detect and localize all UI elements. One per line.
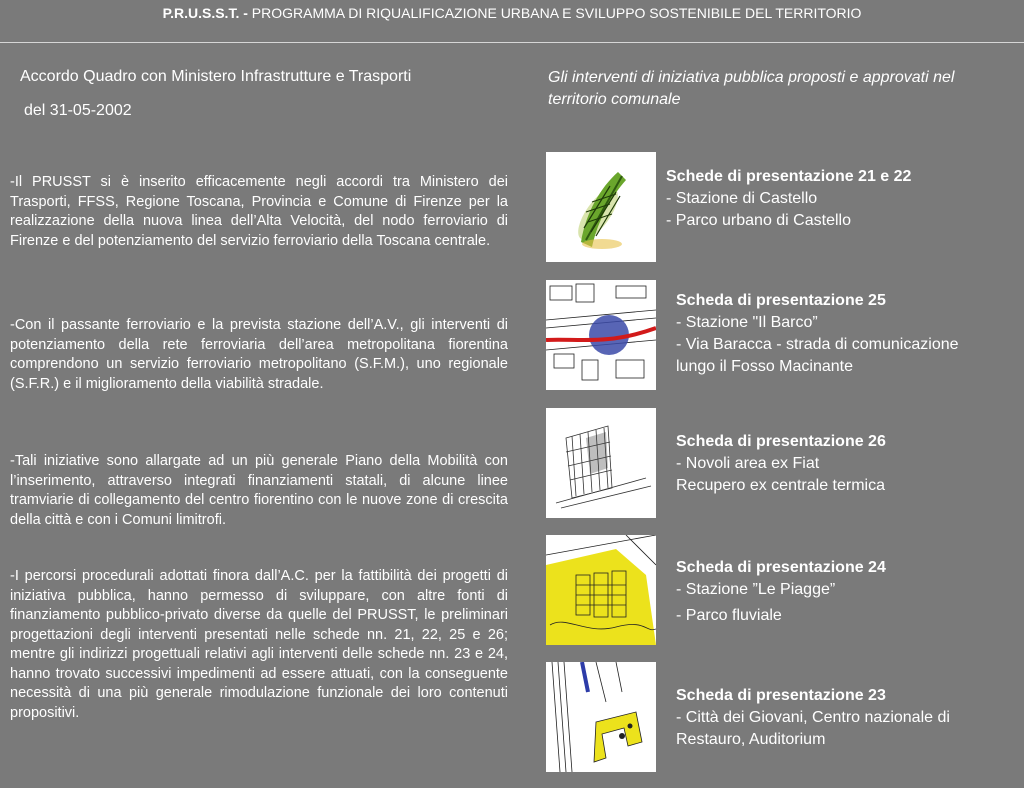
- card-line: - Stazione ”Le Piagge”: [676, 581, 836, 598]
- card-scheda-26: [676, 431, 886, 497]
- card-title: Scheda di presentazione 23: [676, 687, 886, 704]
- header-divider: [0, 42, 1024, 43]
- card-line: - Novoli area ex Fiat: [676, 455, 820, 472]
- card-line: - Stazione "Il Barco”: [676, 314, 818, 331]
- castello-rendering-image: [546, 152, 656, 262]
- card-title: Scheda di presentazione 24: [676, 559, 886, 576]
- card-title: Schede di presentazione 21 e 22: [666, 168, 912, 185]
- card-line: Restauro, Auditorium: [676, 731, 826, 748]
- card-line: - Stazione di Castello: [666, 190, 818, 207]
- interventions-heading: Gli interventi di iniziativa pubblica proposti e approvati nel territorio comunale: [548, 69, 955, 108]
- card-line: - Via Baracca - strada di comunicazione: [676, 336, 959, 353]
- card-line: - Parco urbano di Castello: [666, 212, 851, 229]
- paragraph-3: -Tali iniziative sono allargate ad un più generale Piano della Mobilità con l’inserimento, attraverso integrati finanziamenti statali, di alcune linee tramviarie di collegamento del centro fiorentino con le nuove zone di crescita della città e con i Comuni limitrofi.: [10, 453, 508, 528]
- card-scheda-25: [676, 290, 959, 378]
- il-barco-map-image: [546, 280, 656, 390]
- header-acronym: P.R.U.S.S.T. -: [162, 5, 248, 21]
- agreement-heading: Accordo Quadro con Ministero Infrastrutture e Trasporti: [20, 68, 412, 85]
- card-title: Scheda di presentazione 25: [676, 292, 886, 309]
- card-scheda-24: [676, 557, 886, 627]
- card-line: lungo il Fosso Macinante: [676, 358, 853, 375]
- card-scheda-23: [676, 685, 950, 751]
- agreement-date: del 31-05-2002: [24, 102, 132, 119]
- paragraph-4: -I percorsi procedurali adottati finora dall’A.C. per la fattibilità dei progetti di iniziativa pubblica, hanno permesso di sviluppare, con altre fonti di finanziamento pubblico-privato diverse da quelle del PRUSST, le preliminari progettazioni degli interventi presentati nelle schede nn. 21, 22, 25 e 26; mentre gli indirizzi progettuali relativi agli interventi delle schede nn. 23 e 24, hanno trovato successivi impedimenti ad essere attuati, con la conseguente necessità di una più generale rimodulazione funzionale dei loro contenuti propositivi.: [10, 568, 508, 721]
- card-line: - Città dei Giovani, Centro nazionale di: [676, 709, 950, 726]
- card-title: Scheda di presentazione 26: [676, 433, 886, 450]
- card-schede-21-22: [666, 166, 911, 232]
- le-piagge-plan-image: [546, 535, 656, 645]
- card-line: Recupero ex centrale termica: [676, 477, 885, 494]
- citta-dei-giovani-plan-image: [546, 662, 656, 772]
- paragraph-1: -Il PRUSST si è inserito efficacemente negli accordi tra Ministero dei Trasporti, FFSS, Regione Toscana, Provincia e Comune di Firenze per la realizzazione della nuova linea dell’Alta Velocità, del nodo ferroviario di Firenze e del potenziamento del servizio ferroviario della Toscana centrale.: [10, 174, 508, 249]
- page-header: [0, 0, 1024, 30]
- card-line: - Parco fluviale: [676, 607, 782, 624]
- header-title: PROGRAMMA DI RIQUALIFICAZIONE URBANA E SVILUPPO SOSTENIBILE DEL TERRITORIO: [251, 5, 862, 21]
- paragraph-2: -Con il passante ferroviario e la prevista stazione dell’A.V., gli interventi di potenziamento della rete ferroviaria dell’area metropolitana fiorentina comprendono un servizio ferroviario metropolitano (S.F.M.), uno regionale (S.F.R.) e il miglioramento della viabilità stradale.: [10, 317, 508, 392]
- novoli-sketch-image: [546, 408, 656, 518]
